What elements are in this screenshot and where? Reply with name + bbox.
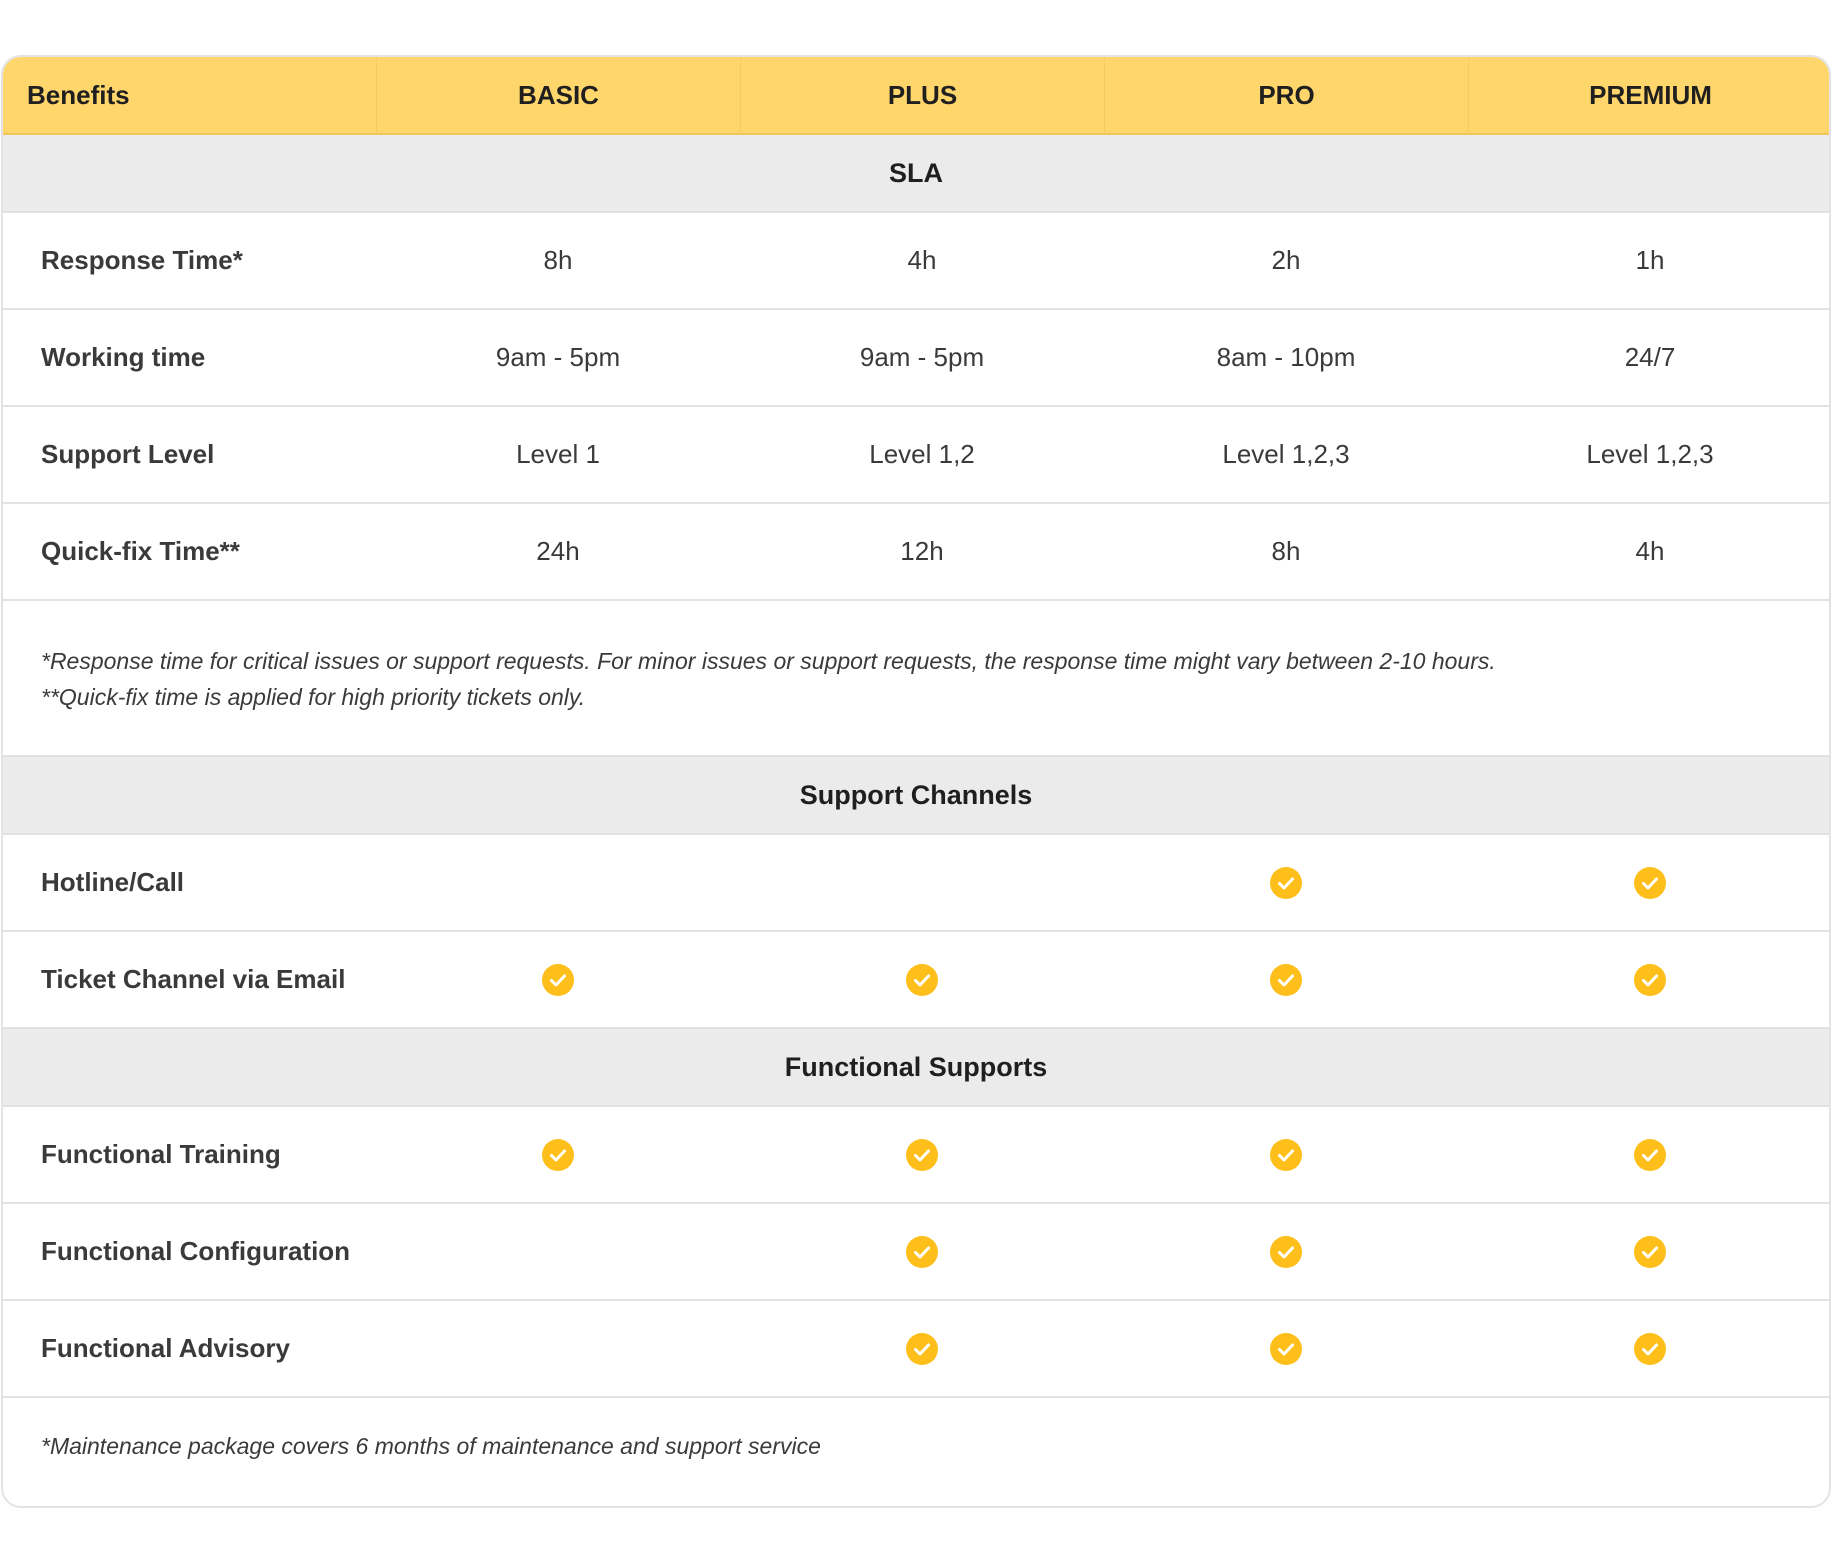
row-label: Hotline/Call <box>41 867 185 897</box>
check-circle-icon <box>1270 964 1302 996</box>
table-row <box>3 932 1829 1029</box>
cell-check <box>1104 1333 1468 1365</box>
cell-value: 24/7 <box>1624 342 1676 372</box>
check-circle-icon <box>1634 964 1666 996</box>
check-circle-icon <box>1270 1333 1302 1365</box>
cell-value: 9am - 5pm <box>859 342 985 372</box>
footnote: *Maintenance package covers 6 months of maintenance and support service <box>41 1433 821 1459</box>
cell-value: 2h <box>1271 245 1301 275</box>
section-header-sla <box>3 135 1829 213</box>
cell-value: Level 1,2,3 <box>1222 439 1350 469</box>
check-circle-icon <box>1270 867 1302 899</box>
cell-value: 8h <box>1271 536 1301 566</box>
maintenance-note <box>3 1398 1829 1506</box>
header-plan-plus: PLUS <box>740 57 1104 133</box>
row-label: Support Level <box>41 439 215 469</box>
section-title: Support Channels <box>799 779 1033 810</box>
cell-check <box>1104 1236 1468 1268</box>
section-header-functional-supports <box>3 1029 1829 1107</box>
cell-value: 4h <box>1635 536 1665 566</box>
cell-check <box>1468 1333 1831 1365</box>
check-circle-icon <box>906 1139 938 1171</box>
row-label: Functional Training <box>41 1139 281 1169</box>
cell-value: 24h <box>536 536 580 566</box>
sla-notes <box>3 601 1829 757</box>
header-plan-basic: BASIC <box>376 57 740 133</box>
check-circle-icon <box>906 1236 938 1268</box>
pricing-comparison-table <box>1 55 1831 1508</box>
table-row <box>3 1107 1829 1204</box>
cell-check <box>740 1236 1104 1268</box>
cell-value: 1h <box>1635 245 1665 275</box>
check-circle-icon <box>1270 1139 1302 1171</box>
table-row <box>3 213 1829 310</box>
cell-value: Level 1,2 <box>869 439 975 469</box>
check-circle-icon <box>1634 1139 1666 1171</box>
check-circle-icon <box>542 1139 574 1171</box>
cell-check <box>376 1139 740 1171</box>
cell-value: Level 1,2,3 <box>1586 439 1714 469</box>
cell-check <box>740 1333 1104 1365</box>
row-label: Functional Configuration <box>41 1236 351 1266</box>
cell-check <box>1104 964 1468 996</box>
header-plan-premium: PREMIUM <box>1468 57 1831 133</box>
check-circle-icon <box>906 1333 938 1365</box>
footnote: *Response time for critical issues or support requests. For minor issues or support requests, the response time might vary between 2-10 hours. <box>41 648 1496 674</box>
cell-value: 8h <box>543 245 573 275</box>
table-row <box>3 1301 1829 1398</box>
cell-check <box>1468 964 1831 996</box>
table-row <box>3 504 1829 601</box>
check-circle-icon <box>906 964 938 996</box>
cell-value: 8am - 10pm <box>1216 342 1356 372</box>
row-label: Ticket Channel via Email <box>41 964 346 994</box>
table-header <box>3 57 1829 135</box>
cell-check <box>1104 867 1468 899</box>
cell-check <box>740 1139 1104 1171</box>
row-label: Quick-fix Time** <box>41 536 240 566</box>
section-title: SLA <box>889 157 943 188</box>
header-plan-pro: PRO <box>1104 57 1468 133</box>
check-circle-icon <box>1270 1236 1302 1268</box>
table-row <box>3 407 1829 504</box>
header-benefits: Benefits <box>27 79 130 110</box>
check-circle-icon <box>1634 1333 1666 1365</box>
row-label: Response Time* <box>41 245 243 275</box>
cell-check <box>1468 867 1831 899</box>
cell-value: 12h <box>900 536 944 566</box>
cell-check <box>1104 1139 1468 1171</box>
cell-value: 4h <box>907 245 937 275</box>
check-circle-icon <box>1634 867 1666 899</box>
footnote: **Quick-fix time is applied for high priority tickets only. <box>41 684 586 710</box>
row-label: Working time <box>41 342 206 372</box>
cell-check <box>1468 1236 1831 1268</box>
cell-check <box>376 964 740 996</box>
table-row <box>3 835 1829 932</box>
section-title: Functional Supports <box>784 1051 1048 1082</box>
table-row <box>3 310 1829 407</box>
cell-check <box>740 964 1104 996</box>
section-header-support-channels <box>3 757 1829 835</box>
cell-value: Level 1 <box>516 439 600 469</box>
check-circle-icon <box>1634 1236 1666 1268</box>
row-label: Functional Advisory <box>41 1333 290 1363</box>
table-row <box>3 1204 1829 1301</box>
cell-check <box>1468 1139 1831 1171</box>
cell-value: 9am - 5pm <box>495 342 621 372</box>
check-circle-icon <box>542 964 574 996</box>
